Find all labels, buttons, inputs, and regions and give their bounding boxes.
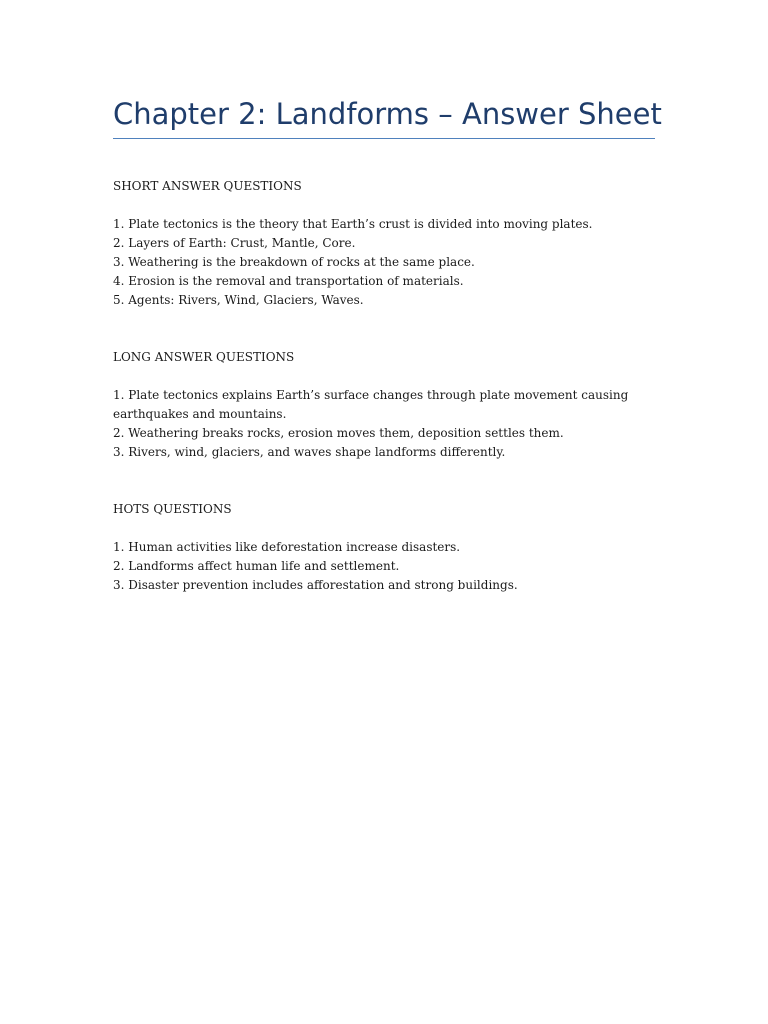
page-title: Chapter 2: Landforms – Answer Sheet: [113, 97, 662, 131]
section-heading: SHORT ANSWER QUESTIONS: [113, 179, 302, 193]
answer-item: 1. Human activities like deforestation increase disasters.: [113, 540, 461, 554]
answer-item: 3. Weathering is the breakdown of rocks at the same place.: [113, 255, 475, 269]
document-content: [113, 94, 662, 595]
answer-list: [113, 538, 655, 595]
section-long-answer: [113, 348, 655, 462]
answer-item: 1. Plate tectonics is the theory that Earth’s crust is divided into moving plates.: [113, 217, 593, 231]
answer-item: 2. Layers of Earth: Crust, Mantle, Core.: [113, 236, 356, 250]
answer-item: 2. Landforms affect human life and settlement.: [113, 559, 400, 573]
answer-item: 5. Agents: Rivers, Wind, Glaciers, Waves.: [113, 293, 364, 307]
section-short-answer: [113, 177, 655, 310]
answer-item: 3. Rivers, wind, glaciers, and waves shape landforms differently.: [113, 445, 506, 459]
section-heading: LONG ANSWER QUESTIONS: [113, 350, 295, 364]
answer-item: 2. Weathering breaks rocks, erosion moves them, deposition settles them.: [113, 426, 564, 440]
answer-item: 3. Disaster prevention includes afforestation and strong buildings.: [113, 578, 518, 592]
answer-item: 1. Plate tectonics explains Earth’s surface changes through plate movement causing earthquakes and mountains.: [113, 388, 629, 421]
title-underline-rule: [113, 138, 655, 139]
answer-item: 4. Erosion is the removal and transportation of materials.: [113, 274, 464, 288]
answer-list: [113, 215, 655, 310]
section-heading: HOTS QUESTIONS: [113, 502, 232, 516]
answer-list: [113, 386, 655, 462]
section-hots: [113, 500, 655, 595]
